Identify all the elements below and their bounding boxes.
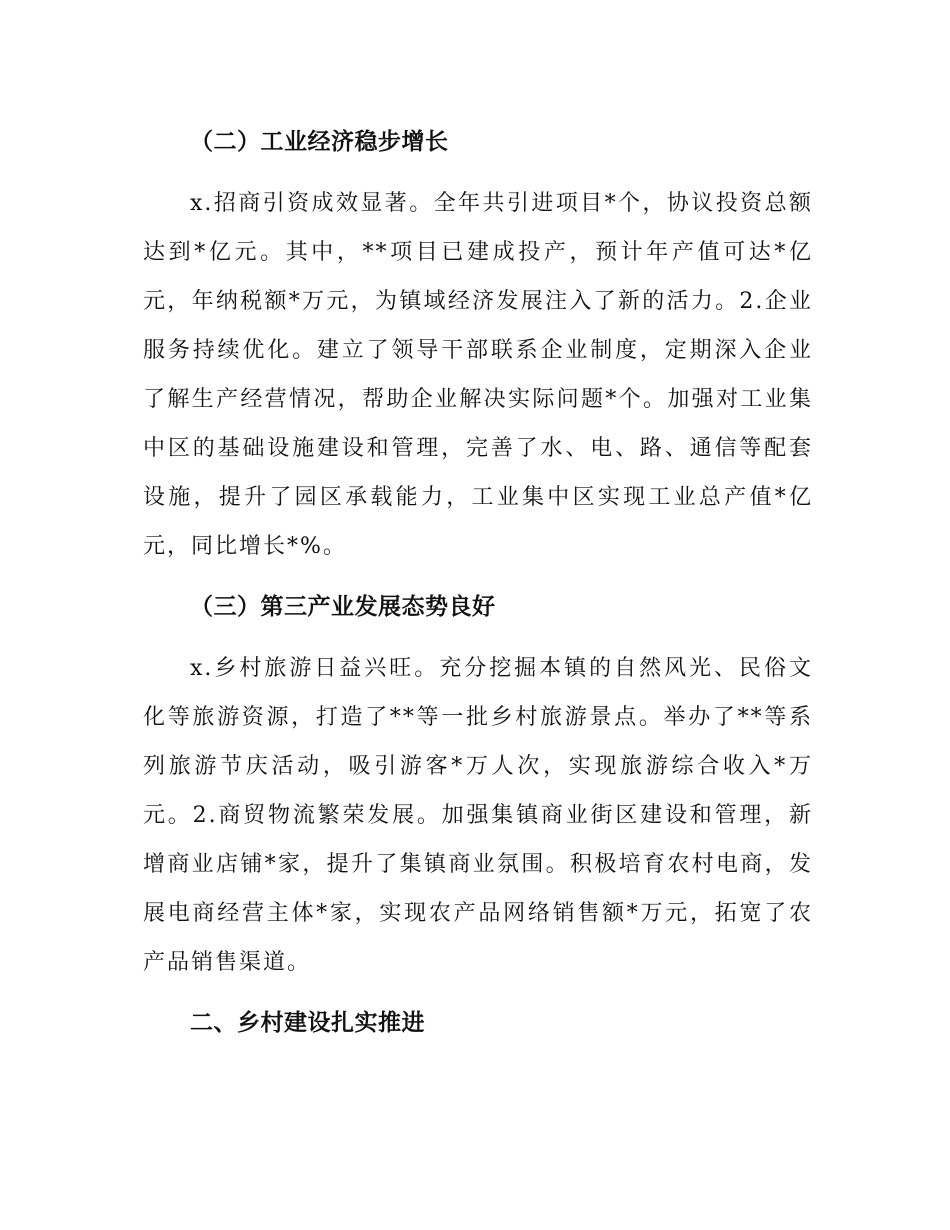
section-heading-rural: 二、乡村建设扎实推进 (190, 1010, 425, 1036)
section-heading-industry: （二）工业经济稳步增长 (190, 129, 449, 155)
document-body (143, 118, 813, 1048)
paragraph-industry: x.招商引资成效显著。全年共引进项目*个，协议投资总额达到*亿元。其中，**项目已建成投产，预计年产值可达*亿元，年纳税额*万元，为镇域经济发展注入了新的活力。2.企业服务持续优化。建立了领导干部联系企业制度，定期深入企业了解生产经营情况，帮助企业解决实际问题*个。加强对工业集中区的基础设施建设和管理，完善了水、电、路、通信等配套设施，提升了园区承载能力，工业集中区实现工业总产值*亿元，同比增长*%。 (143, 191, 813, 559)
section-heading-tertiary: （三）第三产业发展态势良好 (190, 594, 496, 620)
paragraph-tertiary: x.乡村旅游日益兴旺。充分挖掘本镇的自然风光、民俗文化等旅游资源，打造了**等一批乡村旅游景点。举办了**等系列旅游节庆活动，吸引游客*万人次，实现旅游综合收入*万元。2.商贸物流繁荣发展。加强集镇商业街区建设和管理，新增商业店铺*家，提升了集镇商业氛围。积极培育农村电商，发展电商经营主体*家，实现农产品网络销售额*万元，拓宽了农产品销售渠道。 (143, 656, 813, 975)
